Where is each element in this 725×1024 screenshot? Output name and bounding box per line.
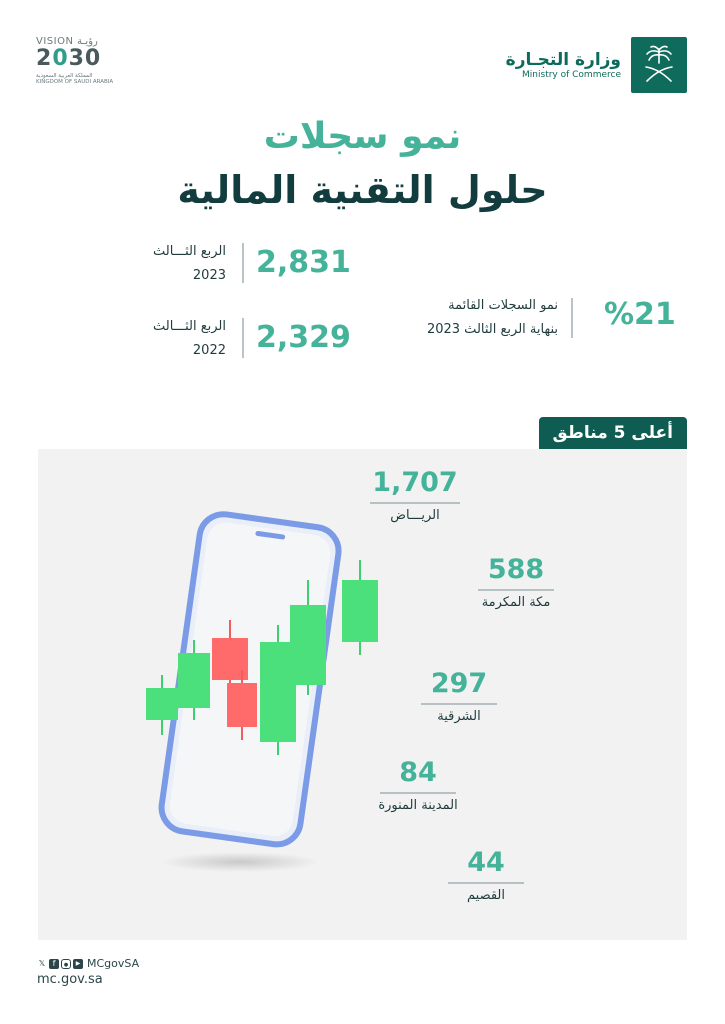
vision-subtitle: المملكة العربية السعودية KINGDOM OF SAUDI ARABIA — [36, 73, 114, 85]
instagram-icon[interactable]: ● — [61, 959, 71, 969]
region-value: 297 — [430, 668, 488, 699]
q3-2023-label: الربع الثـــالث 2023 — [152, 244, 226, 283]
facebook-icon[interactable]: f — [49, 959, 59, 969]
region-qassim — [448, 846, 524, 903]
q3-2022-label: الربع الثـــالث 2022 — [152, 319, 226, 358]
region-value: 1,707 — [372, 467, 458, 498]
q3-2023-value: 2,831 — [256, 245, 351, 280]
region-eastern — [421, 667, 497, 724]
vision-label: VISION رؤيـة — [36, 36, 98, 47]
page-title-line1: نمو سجلات — [263, 116, 462, 157]
growth-label: نمو السجلات القائمة بنهاية الربع الثالث 2023 — [426, 298, 558, 337]
region-madinah — [370, 756, 466, 813]
divider — [571, 298, 573, 338]
region-name: المدينة المنورة — [378, 797, 458, 813]
region-value: 84 — [399, 757, 437, 788]
top-regions-tab: أعلى 5 مناطق — [539, 417, 687, 449]
region-riyadh — [370, 466, 460, 523]
vision-number: 2030 — [36, 46, 102, 71]
ministry-name-ar: وزارة التجـارة — [505, 50, 621, 70]
phone-candlestick-illustration — [130, 510, 390, 880]
region-makkah — [478, 553, 554, 610]
vision-2030-logo — [36, 36, 116, 92]
region-name: الشرقية — [437, 708, 481, 724]
social-links — [37, 957, 139, 970]
youtube-icon[interactable]: ▶ — [73, 959, 83, 969]
region-name: مكة المكرمة — [481, 594, 551, 610]
divider — [242, 243, 244, 283]
region-name: الريـــاض — [390, 507, 440, 523]
q3-2022-value: 2,329 — [256, 320, 351, 355]
palm-swords-emblem-icon — [631, 37, 687, 93]
ministry-name-en: Ministry of Commerce — [522, 70, 621, 80]
growth-value: %21 — [604, 297, 676, 332]
page-title-line2: حلول التقنية المالية — [177, 168, 548, 212]
ministry-logo — [506, 36, 687, 94]
x-icon[interactable]: 𝕏 — [38, 958, 46, 968]
region-value: 588 — [487, 554, 545, 585]
divider — [242, 318, 244, 358]
website-link[interactable]: mc.gov.sa — [37, 972, 103, 987]
social-handle[interactable]: MCgovSA — [87, 957, 140, 970]
region-name: القصيم — [467, 887, 505, 903]
region-value: 44 — [467, 847, 505, 878]
